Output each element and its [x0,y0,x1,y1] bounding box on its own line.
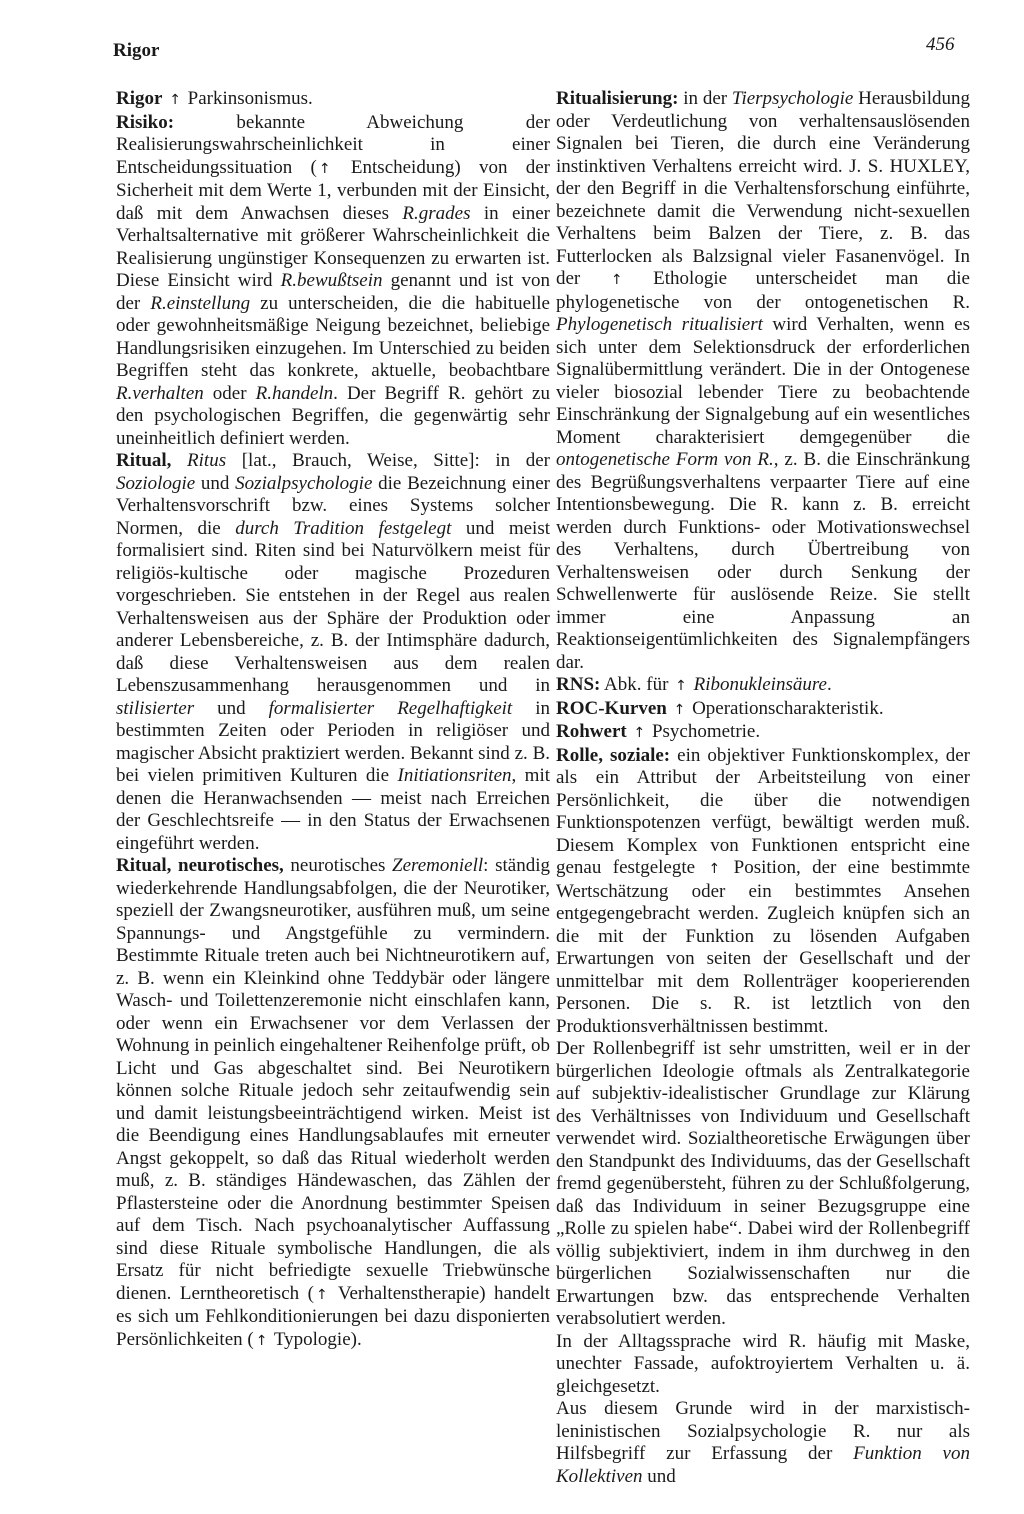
italic-term: Ritus [187,450,227,471]
italic-term: formalisierter Regelhaftigkeit [268,697,513,719]
right-column [556,88,970,1488]
entry-text [627,721,632,742]
italic-term: Tierpsychologie [731,88,854,109]
entry-text: Abk. für [600,674,674,695]
entry-text: Ethologie unterscheidet man die phylogenetische von der ontogenetischen R. [556,268,970,313]
running-head: Rigor [113,40,160,61]
cross-reference-arrow-icon: ↑ [255,1332,268,1349]
entry-text: , z. B. die Einschränkung des Begrüßungsverhaltens verpaarter Tiere auf eine Intentionsbewegung. Die R. kann z. B. erreicht werden durch Funktions- oder Motivationswechsel des Verhaltens, durch Übertreibung von Verhaltensweisen oder durch Senkung der Schwellenwerte für auslösende Reize. Sie stellt immer eine Anpassung an Reaktionseigentümlichkeiten des Signalempfängers dar. [556,449,970,673]
italic-term: R.grades [402,202,471,224]
entry-text: Psychometrie. [647,721,761,742]
entry-text: wird Verhalten, wenn es sich unter dem Selektionsdruck der erforderlichen Signalübermittlung verändert. Die in der Ontogenese vieler biosozial lebender Tiere zu beobachtende Einschränkung der Signalgebung auf ein wesentliches Moment charakterisiert demgegenüber die [556,314,971,448]
italic-term: Initiationsriten [397,765,512,786]
entry-headword: ROC-Kurven [556,697,667,719]
entry-text: Entscheidung) von der Sicherheit mit dem Werte 1, verbunden mit der Einsicht, daß mit dem Anwachsen dieses [116,156,551,224]
entry-text: bekannte Abweichung der Realisierungswahrscheinlichkeit in einer Entscheidungssituation ( [116,111,550,178]
entry-ritualisierung [556,88,970,674]
italic-term: Funktion von Kollektiven [556,1443,970,1487]
entry-text: Parkinsonismus. [182,88,313,109]
italic-term: R.bewußtsein [280,270,383,291]
entry-text: Typologie). [269,1328,362,1350]
italic-term: R.handeln [255,382,334,404]
entry-text: und [195,472,236,494]
entry-rigor [116,88,550,112]
entry-text: . [826,674,832,695]
entry-text: Der Rollenbegriff ist sehr umstritten, weil er in der bürgerlichen Ideologie oftmals als Zentralkategorie auf subjektiv-idealistischer Grundlage zur Klärung des Verhältnisses von Individuum und Gesellschaft verwendet wird. Sozialtheoretische Erwägungen über den Standpunkt des Individuums, das der Gesellschaft fremd gegenübersteht, führen zu der Schlußfolgerung, daß das Individuum in seiner Bezugsgruppe eine „Rolle zu spielen habe“. Dabei wird der Rollenbegriff völlig subjektiviert, indem in ihm durchweg in den bürgerlichen Sozialwissenschaften nur die Erwartungen bzw. das entsprechende Verhalten verabsolutiert werden. [556,1038,970,1329]
italic-term: Sozialpsychologie [235,472,373,494]
entry-text: und [194,697,269,719]
cross-reference-arrow-icon: ↑ [633,725,646,741]
entry-text: in einer Verhaltsalternative mit größerer Wahrscheinlichkeit die Realisierung ungünstiger Konsequenzen zu erwarten ist. Diese Einsicht wird [116,202,550,291]
entry-text: In der Alltagssprache wird R. häufig mit Maske, unechter Fassade, aufoktroyiertem Verhalten u. ä. gleichgesetzt. [556,1330,970,1397]
entry-text: neurotisches [283,855,393,876]
entry-headword: Rolle, soziale: [556,744,671,766]
entry-headword: Ritualisierung: [556,88,679,109]
entry-continuation [556,1038,970,1331]
entry-text: in der [678,88,732,109]
entry-rns [556,674,970,698]
entry-continuation [556,1398,970,1488]
cross-reference-arrow-icon: ↑ [708,861,721,877]
entry-text: die Bezeichnung einer Verhaltensvorschrift bzw. eines Systems solcher Normen, die [116,472,550,539]
entry-rohwert [556,721,970,745]
entry-text: Operationscharakteristik. [687,697,884,719]
left-column [116,88,550,1352]
entry-roc-kurven [556,698,970,722]
italic-term: stilisierter [116,697,195,719]
cross-reference-arrow-icon: ↑ [169,92,181,108]
entry-ritual [116,450,550,855]
entry-text: [lat., Brauch, Weise, Sitte]: in der [226,450,550,471]
italic-term: durch Tradition festgelegt [235,517,452,539]
entry-text: oder [203,382,256,404]
entry-text [171,450,187,471]
entry-headword: Ritual, [116,450,172,471]
entry-text: Verhaltenstherapie) handelt es sich um Fehlkonditionierungen bei dazu disponierten Persönlichkeiten ( [116,1282,550,1350]
entry-text: zu unterscheiden, die die habituelle oder gewohnheitsmäßige Neigung bezeichnet, beliebige Handlungsrisiken einzugehen. Im Unterschied zu beiden Begriffen steht das konkrete, aktuelle, beobachtbare [116,292,550,381]
italic-term: R.einstellung [150,292,251,314]
italic-term: Zeremoniell [392,855,484,876]
cross-reference-arrow-icon: ↑ [318,160,331,177]
italic-term: Ribonukleinsäure [688,674,827,695]
entry-headword: Ritual, neurotisches, [116,855,284,876]
cross-reference-arrow-icon: ↑ [675,678,687,694]
entry-text: und [642,1465,676,1487]
entry-ritual-neurotisches [116,855,550,1352]
entry-rolle-soziale [556,745,970,1039]
italic-term: Soziologie [116,472,196,494]
entry-continuation [556,1331,970,1399]
entry-text [162,88,167,109]
entry-headword: RNS: [556,674,601,695]
entry-text: und meist formalisiert sind. Riten sind bei Naturvölkern meist für religiös-kultische oder magische Prozeduren vorgeschrieben. Sie entstehen in der Regel aus realen Verhaltensweisen aus der Sphäre der Produktion oder anderer Lebensbereiche, z. B. der Intimsphäre dadurch, daß diese Verhaltensweisen aus dem realen Lebenszusammenhang herausgenommen und in [116,517,550,696]
entry-text: Aus diesem Grunde wird in der marxistisch-leninistischen Sozialpsychologie R. nur als Hilfsbegriff zur Erfassung der [556,1398,970,1464]
entry-text: , mit denen die Heranwachsenden — meist nach Erreichen der Geschlechtsreife — in den Status der Erwachsenen eingeführt werden. [116,765,550,854]
italic-term: ontogenetische Form von R. [556,449,774,470]
entry-text: Herausbildung oder Verdeutlichung von verhaltensauslösenden Signalen bei Tieren, die durch eine Veränderung instinktiven Verhaltens erreicht wird. J. S. HUXLEY, der den Begriff in die Verhaltensforschung einführte, bezeichnete damit die Verwendung nicht-sexuellen Verhaltens beim Balzen der Tiere, z. B. das Futterlocken als Balzsignal vieler Fasanenvögel. In der [556,88,970,289]
cross-reference-arrow-icon: ↑ [315,1286,328,1303]
entry-headword: Risiko: [116,111,175,133]
entry-text: genannt und ist von der [116,270,550,314]
entry-text [667,698,672,719]
entry-text: ein objektiver Funktionskomplex, der als ein Attribut der Arbeitsteilung von einer Persönlichkeit, die über die notwendigen Funktionspotenzen verfügt, bewältigt werden muß. Diesem Komplex von Funktionen entspricht eine genau festgelegte [556,744,971,878]
entry-risiko [116,112,550,451]
italic-term: Phylogenetisch ritualisiert [556,314,763,335]
entry-text: Position, der eine bestimmte Wertschätzung oder ein bestimmtes Ansehen entgegengebracht werden. Zugleich knüpfen sich an die mit der Funktion zu lösenden Aufgaben Erwartungen von seiten der Gesellschaft und der unmittelbar mit dem Rollenträger kooperierenden Personen. Die s. R. ist letztlich von den Produktionsverhältnissen bestimmt. [556,857,971,1037]
italic-term: R.verhalten [116,382,204,404]
cross-reference-arrow-icon: ↑ [610,272,623,288]
entry-headword: Rigor [116,88,163,109]
entry-text: . Der Begriff R. gehört zu den psychologischen Begriffen, die gegenwärtig sehr uneinheitlich definiert werden. [116,382,550,449]
page-number: 456 [926,34,955,55]
entry-headword: Rohwert [556,721,627,742]
entry-text: in bestimmten Zeiten oder Perioden in religiöser und magischer Absicht praktiziert werden. Bekannt sind z. B. bei vielen primitiven Kulturen die [116,697,551,786]
cross-reference-arrow-icon: ↑ [673,701,686,718]
entry-text: : ständig wiederkehrende Handlungsabfolgen, die der Neurotiker, speziell der Zwangsneurotiker, ausführen muß, um seine Spannungs- und Angstgefühle zu vermindern. Bestimmte Rituale treten auch bei Nichtneurotikern auf, z. B. wenn ein Kleinkind ohne Teddybär oder längere Wasch- und Toilettenzeremonie nicht einschlafen kann, oder wenn ein Erwachsener vor dem Verlassen der Wohnung in peinlich eingehaltener Reihenfolge prüft, ob Licht und Gas abgeschaltet sind. Bei Neurotikern können solche Rituale jedoch sehr zeitaufwendig sein und damit leistungsbeeinträchtigend wirken. Meist ist die Beendigung eines Handlungsablaufes mit erneuter Angst gekoppelt, so daß das Ritual wiederholt werden muß, z. B. ständiges Händewaschen, das Zählen der Pflastersteine oder die Anordnung bestimmter Speisen auf dem Tisch. Nach psychoanalytischer Auffassung sind diese Rituale symbolische Handlungen, die als Ersatz für nicht befriedigte sexuelle Triebwünsche dienen. Lerntheoretisch ( [116,855,550,1304]
